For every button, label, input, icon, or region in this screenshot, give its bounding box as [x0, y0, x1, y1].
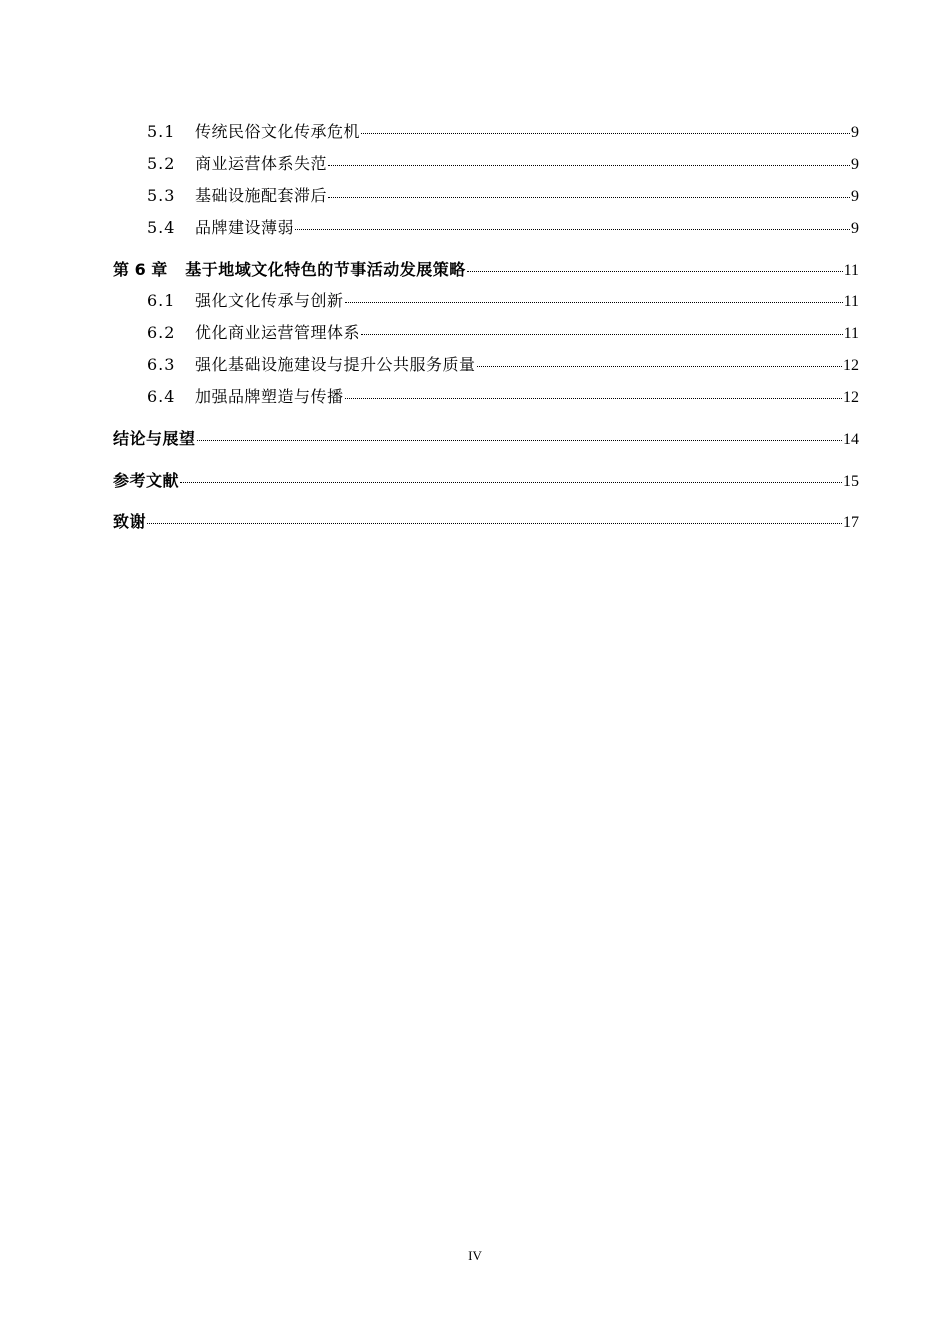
toc-entry-title: 商业运营体系失范: [195, 154, 328, 173]
toc-entry-conclusion[interactable]: [113, 426, 859, 449]
toc-entry-page: 11: [843, 325, 859, 342]
toc-entry-number: 6.2: [147, 323, 176, 342]
toc-entry-acknowledgements[interactable]: [113, 509, 859, 532]
dot-leader: [467, 271, 843, 272]
toc-entry-number: 5.2: [147, 154, 176, 173]
page-footer-number: IV: [468, 1248, 482, 1263]
toc-entry-5-2[interactable]: [147, 151, 859, 174]
toc-entry-6-3[interactable]: [147, 352, 859, 375]
toc-entry-number: 6.4: [147, 387, 176, 406]
toc-entry-5-4[interactable]: [147, 215, 859, 238]
toc-chapter-number: 第 6 章: [113, 260, 168, 279]
dot-leader: [147, 523, 842, 524]
toc-entry-number: 6.3: [147, 355, 176, 374]
toc-entry-page: 11: [843, 262, 859, 279]
toc-entry-page: 15: [843, 473, 859, 490]
toc-entry-5-3[interactable]: [147, 183, 859, 206]
dot-leader: [180, 482, 842, 483]
toc-entry-page: 14: [843, 431, 859, 448]
toc-entry-page: 17: [843, 514, 859, 531]
toc-entry-title: 传统民俗文化传承危机: [195, 122, 361, 141]
toc-entry-title: 强化文化传承与创新: [195, 291, 344, 310]
toc-entry-number: 5.4: [147, 218, 176, 237]
toc-entry-title: 品牌建设薄弱: [195, 218, 295, 237]
toc-entry-title: 加强品牌塑造与传播: [195, 387, 344, 406]
toc-entry-title: 基于地域文化特色的节事活动发展策略: [185, 260, 466, 279]
toc-entry-number: 5.3: [147, 186, 176, 205]
toc-entry-page: 12: [843, 389, 859, 406]
toc-entry-chapter-6[interactable]: [113, 257, 859, 280]
toc-entry-title: 基础设施配套滞后: [195, 186, 328, 205]
toc-entry-page: 9: [851, 188, 859, 205]
toc-entry-5-1[interactable]: [147, 119, 859, 142]
dot-leader: [345, 302, 843, 303]
dot-leader: [328, 197, 850, 198]
toc-entry-page: 12: [843, 357, 859, 374]
dot-leader: [295, 229, 850, 230]
dot-leader: [361, 334, 843, 335]
toc-entry-page: 11: [843, 293, 859, 310]
toc-entry-title: 优化商业运营管理体系: [195, 323, 361, 342]
toc-entry-references[interactable]: [113, 468, 859, 491]
toc-entry-title: 参考文献: [113, 471, 180, 490]
dot-leader: [361, 133, 850, 134]
dot-leader: [477, 366, 842, 367]
toc-entry-page: 9: [851, 156, 859, 173]
toc-entry-6-2[interactable]: [147, 320, 859, 343]
dot-leader: [197, 440, 842, 441]
toc-entry-6-4[interactable]: [147, 384, 859, 407]
toc-entry-title: 致谢: [113, 512, 147, 531]
toc-entry-page: 9: [851, 124, 859, 141]
toc-entry-title: 强化基础设施建设与提升公共服务质量: [195, 355, 476, 374]
toc-entry-number: 6.1: [147, 291, 176, 310]
toc-entry-page: 9: [851, 220, 859, 237]
toc-entry-6-1[interactable]: [147, 288, 859, 311]
dot-leader: [345, 398, 842, 399]
dot-leader: [328, 165, 850, 166]
toc-entry-number: 5.1: [147, 122, 176, 141]
toc-entry-title: 结论与展望: [113, 429, 196, 448]
